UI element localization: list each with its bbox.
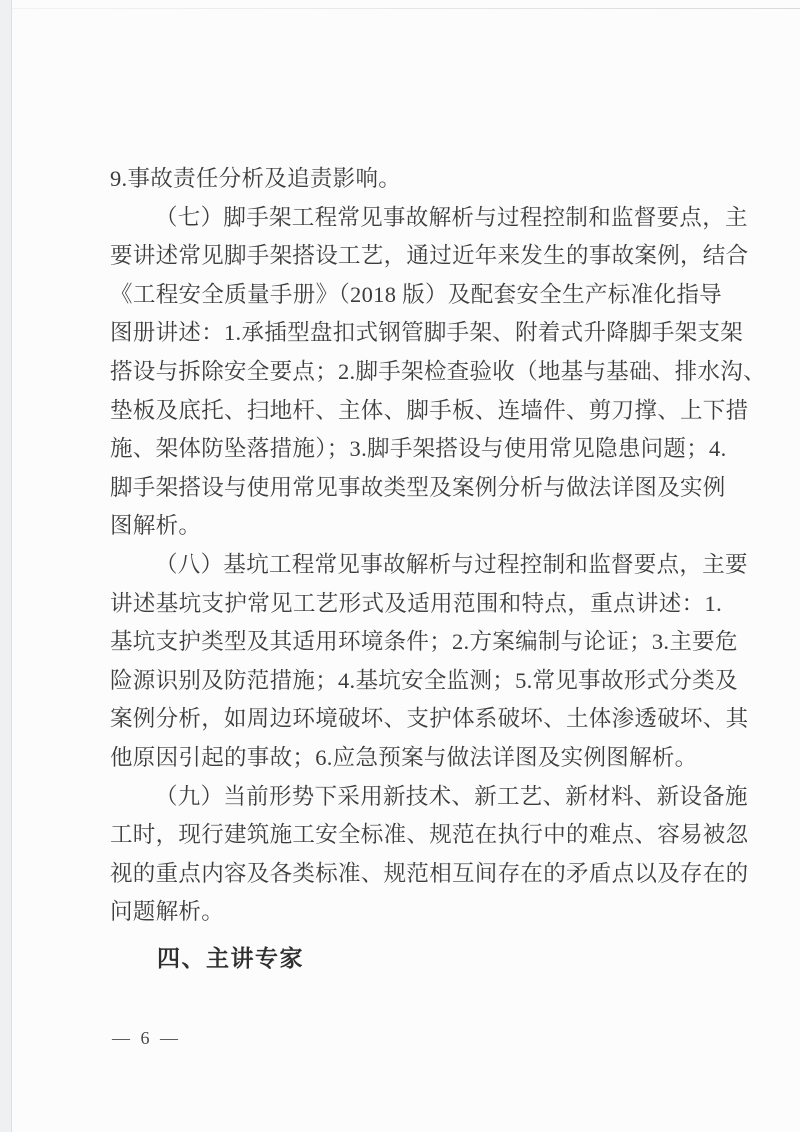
text-line: 问题解析。 (110, 899, 225, 925)
text-line: （七）脚手架工程常见事故解析与过程控制和监督要点，主 (155, 204, 748, 230)
text-line: 图解析。 (110, 513, 202, 539)
text-line: 讲述基坑支护常见工艺形式及适用范围和特点，重点讲述：1. (110, 590, 722, 616)
text-line: 工时，现行建筑施工安全标准、规范在执行中的难点、容易被忽 (110, 822, 749, 848)
text-line: 他原因引起的事故；6.应急预案与做法详图及实例图解析。 (110, 744, 698, 770)
text-line: 图册讲述：1.承插型盘扣式钢管脚手架、附着式升降脚手架支架 (110, 320, 744, 346)
text-line: 险源识别及防范措施；4.基坑安全监测；5.常见事故形式分类及 (110, 667, 738, 693)
text-line: 案例分析，如周边环境破坏、支护体系破坏、土体渗透破坏、其 (110, 706, 749, 732)
text-line: 垫板及底托、扫地杆、主体、脚手板、连墙件、剪刀撑、上下措 (110, 397, 749, 423)
text-line: 基坑支护类型及其适用环境条件；2.方案编制与论证；3.主要危 (110, 629, 738, 655)
text-line: （八）基坑工程常见事故解析与过程控制和监督要点，主要 (155, 551, 748, 577)
text-line: （九）当前形势下采用新技术、新工艺、新材料、新设备施 (155, 783, 748, 809)
document-body (110, 160, 766, 977)
text-line: 《工程安全质量手册》（2018 版）及配套安全生产标准化指导 (110, 281, 722, 307)
text-line: 9.事故责任分析及追责影响。 (110, 166, 402, 191)
text-line: 施、架体防坠落措施）；3.脚手架搭设与使用常见隐患问题；4. (110, 436, 727, 462)
text-line: 脚手架搭设与使用常见事故类型及案例分析与做法详图及实例 (110, 474, 726, 500)
section-heading: 四、主讲专家 (157, 944, 304, 971)
text-line: 要讲述常见脚手架搭设工艺，通过近年来发生的事故案例，结合 (110, 243, 749, 269)
scan-edge-top (0, 8, 800, 9)
page-number: — 6 — (112, 1028, 181, 1048)
text-line: 视的重点内容及各类标准、规范相互间存在的矛盾点以及存在的 (110, 860, 749, 886)
text-line: 搭设与拆除安全要点；2.脚手架检查验收（地基与基础、排水沟、 (110, 358, 766, 384)
scan-edge-left (0, 0, 12, 1132)
